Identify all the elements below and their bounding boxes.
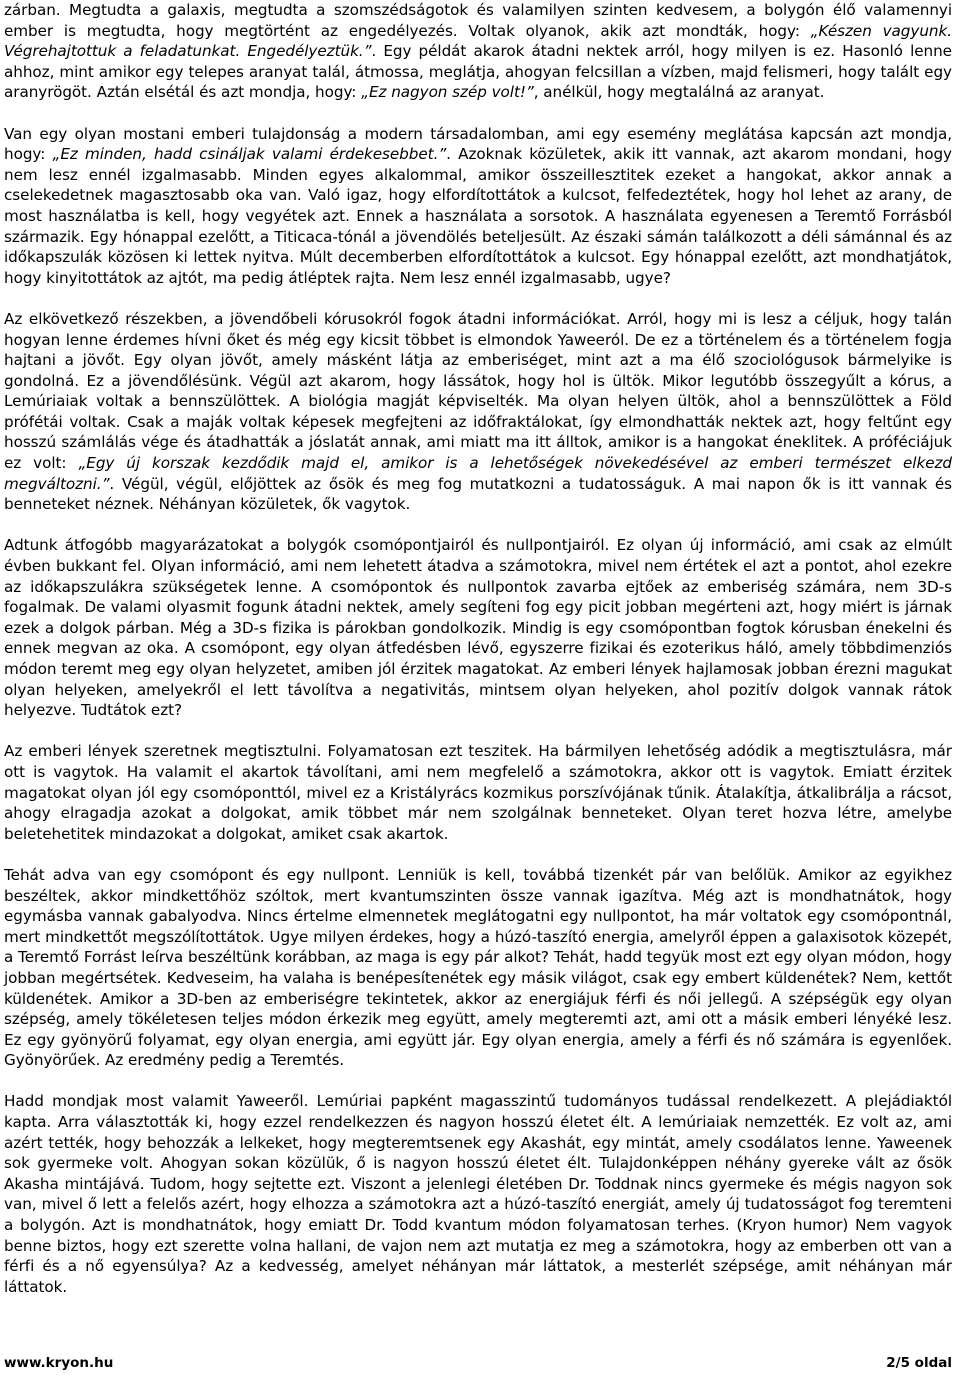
italic-quote: „Ez nagyon szép volt!” [361,83,534,102]
document-page [4,0,952,1377]
text-segment: Az elkövetkező részekben, a jövendőbeli kórusokról fogok átadni információkat. Arról, hogy mi is lesz a céljuk, hogy talán hogyan lenne érdemes hívni őket és még egy kicsit többet is elmondok Yaweeról. De ez a történelem és a történelem fogja hajtani a jövőt. Egy olyan jövőt, amely másként látja az emberiséget, mint azt a ma élő szociológusok bármelyike is gondolná. Ez a jövendőlésünk. Végül azt akarom, hogy lássátok, hogy hol is ültök. Mikor legutóbb összegyűlt a kórus, a Lemúriaiak voltak a bennszülöttek. A biológia magját képviselték. Ma olyan helyen ültök, ahol a bennszülöttek a Föld prófétái voltak. Csak a maják voltak képesek megfejteni az időfraktálokat, így elmondhatták nektek azt, hogy feltűnt egy hosszú számlálás vége és átadhatták a jóslatát annak, ami miatt ma itt álltok, amikor is a hangokat éneklitek. A próféciájuk ez volt: [4,309,952,473]
text-segment: zárban. Megtudta a galaxis, megtudta a szomszédságotok és valamilyen szinten kedvesem, a bolygón élő valamennyi ember is megtudta, hogy megtörtént az engedélyezés. Voltak olyanok, akik azt mondták, hogy: [4,1,952,40]
document-body [4,0,952,1297]
footer-site-url[interactable]: www.kryon.hu [4,1355,114,1371]
text-segment: . Végül, végül, előjöttek az ősök és meg fog mutatkozni a tudatosságuk. A mai napon ők is itt vannak és benneteket néznek. Néhányan közületek, ők vagytok. [4,474,952,514]
italic-quote: „Készen vagyunk. Végrehajtottuk a feladatunkat. Engedélyeztük.” [4,21,952,61]
text-segment: Hadd mondjak most valamit Yaweeről. Lemúriai papként magasszintű tudományos tudással rendelkezett. A plejádiaktól kapta. Arra választották ki, hogy ezzel rendelkezzen és nagyon hosszú életet élt. A lemúriaiak nemzették. Ez volt az, ami azért tették, hogy behozzák a lelkeket, hogy megteremtsenek egy Akashát, egy mintát, amely csodálatos lenne. Yaweenek sok gyermeke volt. Ahogyan sokan közülük, ő is nagyon hosszú életet élt. Tulajdonképpen néhány gyereke vált az ősök Akasha mintájává. Tudom, hogy sejtette ezt. Viszont a jelenlegi életében Dr. Toddnak nincs gyermeke és mégis nagyon sok van, mivel ő lett a felelős azért, hogy elhozza a számotokra azt a húzó-taszító energiát, amely új tudatosságot fog teremteni a bolygón. Azt is mondhatnátok, hogy emiatt Dr. Todd kvantum módon folyamatosan terhes. (Kryon humor) Nem vagyok benne biztos, hogy ezt szerette volna hallani, de vajon nem azt mutatja ez meg a számotokra, hogy az emberben ott van a férfi és a nő egyensúlya? Az a kedvesség, amelyet néhányan már láttatok, a mesterlét szépsége, amit néhányan már láttatok. [4,1092,952,1296]
text-segment: Tehát adva van egy csomópont és egy nullpont. Lenniük is kell, továbbá tizenkét pár van belőlük. Amikor az egyikhez beszéltek, akkor mindkettőhöz szóltok, mert kvantumszinten össze vannak igazítva. Még azt is mondhatnátok, hogy egymásba vannak gabalyodva. Nincs értelme elmennetek meglátogatni egy nullpontot, ha már voltatok egy csomópontnál, mert mindkettőt megszólítottátok. Ugye milyen érdekes, hogy a húzó-taszító energia, amelyről éppen a galaxisotok közepét, a Teremtő Forrást leírva beszéltünk korábban, az maga is egy pár alkot? Tehát, hadd tegyük most ezt egy olyan módon, hogy jobban megértsétek. Kedveseim, ha valaha is benépesítenétek egy másik világot, csak egy embert küldenétek? Nem, kettőt küldenétek. Amikor a 3D-ben az emberiségre tekintetek, akkor az energiájuk férfi és női jellegű. A szépségük egy olyan szépség, amely tökéletesen teljes módon érkezik meg együtt, amely megteremti azt, ami ott a másik emberi lényéké lesz. Ez egy gyönyörű folyamat, egy olyan energia, ami együtt jár. Egy olyan energia, amely a férfi és nő számára is egyenlőek. Gyönyörűek. Az eredmény pedig a Teremtés. [4,865,952,1070]
paragraph-4 [4,535,952,720]
text-segment: Adtunk átfogóbb magyarázatokat a bolygók csomópontjairól és nullpontjairól. Ez olyan új információ, ami csak az elmúlt évben bukkant fel. Olyan információ, ami nem lehetett átadva a számotokra, mivel nem értétek el azt a pontot, ahol ezekre az időkapszulákra szükségetek lenne. A csomópontok és nullpontok zavarba ejtőek az emberiség számára, nem 3D-s fogalmak. De valami olyasmit fogunk átadni nektek, amely segíteni fog egy picit jobban megérteni azt, hogy miért is járnak ezek a dolgok párban. Még a 3D-s fizika is párokban gondolkozik. Mindig is egy csomópontban fogtok kórusban énekelni és ennek megvan az oka. A csomópont, egy olyan átfedésben lévő, egyszerre fizikai és ezoterikus háló, amely többdimenziós módon teremt meg egy olyan helyzetet, amiben jól érzitek magatokat. Az emberi lények hajlamosak jobban érezni magukat olyan helyeken, amelyekről el lett távolítva a negativitás, mintsem olyan helyeken, ahol pozitív dolgok vannak rátok helyezve. Tudtátok ezt? [4,536,952,720]
italic-quote: „Ez minden, hadd csináljak valami érdekesebbet.” [52,145,447,164]
text-segment: Az emberi lények szeretnek megtisztulni. Folyamatosan ezt teszitek. Ha bármilyen lehetőség adódik a megtisztulásra, már ott is vagytok. Ha valamit el akartok távolítani, ami nem megfelelő a számotokra, akkor ott is vagytok. Emiatt érzitek magatokat olyan jól egy csomóponttól, mivel ez a Kristályrács kozmikus porszívójának tűnik. Átalakítja, átkalibrálja a rácsot, ahogy elragadja azokat a dolgokat, amik többet már nem szolgálnak benneteket. Olyan teret hozva létre, amelybe beletehetitek mindazokat a dolgokat, amiket csak akartok. [4,742,952,843]
text-segment: , anélkül, hogy megtalálná az aranyat. [533,83,825,102]
text-segment: Van egy olyan mostani emberi tulajdonság a modern társadalomban, ami egy esemény meglátása kapcsán azt mondja, hogy: [4,124,952,164]
paragraph-1 [4,0,952,103]
paragraph-5 [4,741,952,844]
paragraph-7 [4,1091,952,1297]
text-segment: . Egy példát akarok átadni nektek arról, hogy milyen is ez. Hasonló lenne ahhoz, mint amikor egy telepes aranyat talál, átmossa, meglátja, ahogyan felcsillan a vízben, majd felismeri, hogy talált egy aranyrögöt. Aztán elsétál és azt mondja, hogy: [4,42,952,102]
text-segment: . Azoknak közületek, akik itt vannak, azt akarom mondani, hogy nem lesz ennél izgalmasabb. Minden egyes alkalommal, amikor összeillesztitek ezeket a hangokat, akkor annak a cselekedetnek magasztosabb oka van. Való igaz, hogy elfordítottátok a kulcsot, felfedeztétek, hogy hol lehet az arany, de most használatba is kell, hogy vegyétek azt. Ennek a használata a sorsotok. A használata egyenesen a Teremtő Forrásból származik. Egy hónappal ezelőtt, a Titicaca-tónál a jövendölés beteljesült. Az északi sámán találkozott a déli sámánnal és az időkapszulák közösen ki lettek nyitva. Múlt decemberben elfordítottátok a kulcsot. Egy hónappal ezelőtt, azt mondhatjátok, hogy kinyitottátok az ajtót, ma pedig átléptek rajta. Nem lesz ennél izgalmasabb, ugye? [4,145,952,287]
paragraph-6 [4,865,952,1071]
italic-quote: „Egy új korszak kezdődik majd el, amikor is a lehetőségek növekedésével az emberi természet elkezd megváltozni.” [4,454,952,493]
paragraph-2 [4,124,952,289]
footer-page-number: 2/5 oldal [886,1355,952,1371]
paragraph-3 [4,309,952,515]
